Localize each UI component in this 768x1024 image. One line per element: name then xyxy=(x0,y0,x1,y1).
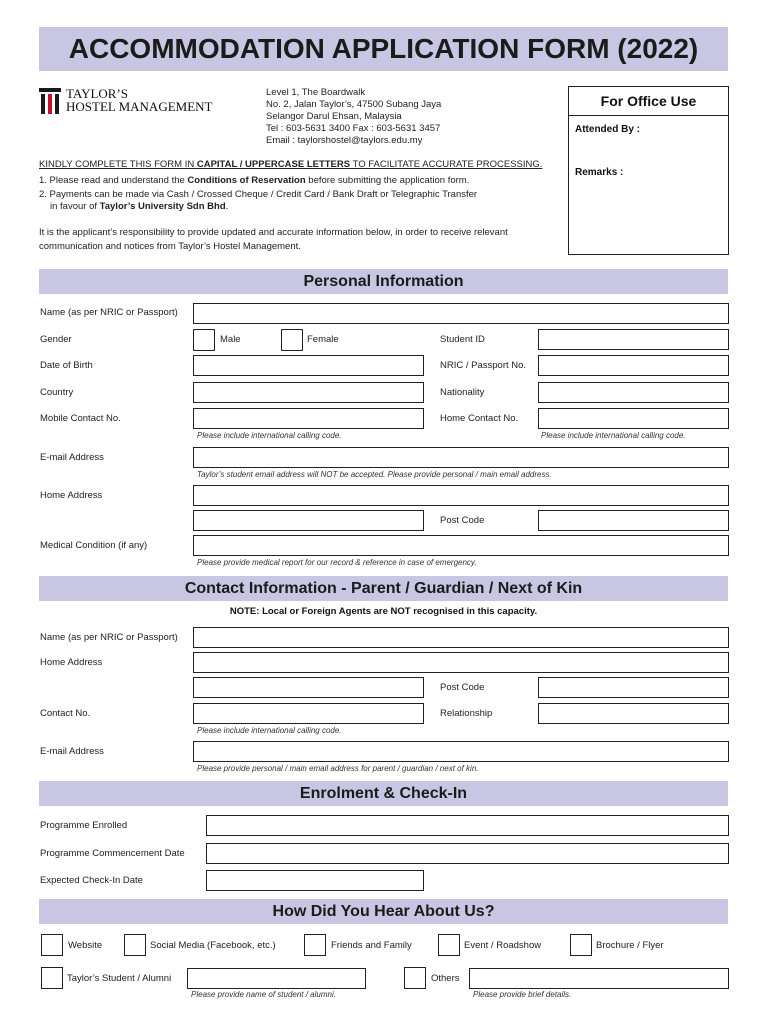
gender-label: Gender xyxy=(40,334,72,345)
post-code-input[interactable] xyxy=(538,510,729,531)
friends-family-label: Friends and Family xyxy=(331,940,412,951)
i1-a: 1. Please read and understand the xyxy=(39,175,188,186)
dob-label: Date of Birth xyxy=(40,360,93,371)
programme-input[interactable] xyxy=(206,815,729,836)
taylors-logo-icon xyxy=(39,88,61,114)
country-input[interactable] xyxy=(193,382,424,403)
programme-label: Programme Enrolled xyxy=(40,820,128,831)
home-address-label: Home Address xyxy=(40,490,103,501)
personal-title: Personal Information xyxy=(303,273,464,290)
remarks-label: Remarks : xyxy=(575,167,624,178)
address-line1: Level 1, The Boardwalk xyxy=(266,87,366,98)
home-address-input-1[interactable] xyxy=(193,485,729,506)
contact-email-note: Please provide personal / main email address for parent / guardian / next of kin. xyxy=(197,764,479,773)
i2b-a: in favour of xyxy=(50,201,100,212)
contact-email-input[interactable] xyxy=(193,741,729,762)
student-id-input[interactable] xyxy=(538,329,729,350)
contact-home-address-input-2[interactable] xyxy=(193,677,424,698)
male-label: Male xyxy=(220,334,241,345)
event-roadshow-label: Event / Roadshow xyxy=(464,940,542,951)
commencement-label: Programme Commencement Date xyxy=(40,848,185,859)
address-line4: Tel : 603-5631 3400 Fax : 603-5631 3457 xyxy=(266,123,441,134)
mobile-label: Mobile Contact No. xyxy=(40,413,121,424)
student-alumni-note: Please provide name of student / alumni. xyxy=(191,990,336,999)
student-alumni-input[interactable] xyxy=(187,968,366,989)
kindly-b: CAPITAL / UPPERCASE LETTERS xyxy=(196,159,351,170)
personal-email-label: E-mail Address xyxy=(40,452,104,463)
kindly-c: TO FACILITATE ACCURATE PROCESSING. xyxy=(350,159,543,170)
home-contact-input[interactable] xyxy=(538,408,729,429)
personal-name-input[interactable] xyxy=(193,303,729,324)
i1-c: before submitting the application form. xyxy=(305,175,470,186)
medical-label: Medical Condition (if any) xyxy=(40,540,148,551)
address-line3: Selangor Darul Ehsan, Malaysia xyxy=(266,111,402,122)
kindly-instruction xyxy=(39,159,542,171)
social-media-checkbox[interactable] xyxy=(124,934,146,956)
event-roadshow-checkbox[interactable] xyxy=(438,934,460,956)
commencement-input[interactable] xyxy=(206,843,729,864)
contact-post-code-input[interactable] xyxy=(538,677,729,698)
personal-email-input[interactable] xyxy=(193,447,729,468)
personal-email-note: Taylor’s student email address will NOT be accepted. Please provide personal / main email address. xyxy=(197,470,552,479)
website-checkbox[interactable] xyxy=(41,934,63,956)
personal-name-label: Name (as per NRIC or Passport) xyxy=(40,307,178,318)
nric-label: NRIC / Passport No. xyxy=(440,360,527,371)
post-code-label: Post Code xyxy=(440,515,485,526)
contact-name-input[interactable] xyxy=(193,627,729,648)
mobile-input[interactable] xyxy=(193,408,424,429)
logo-line2: HOSTEL MANAGEMENT xyxy=(66,99,213,114)
hear-title: How Did You Hear About Us? xyxy=(272,903,495,920)
instruction-1 xyxy=(39,175,469,187)
contact-no-label: Contact No. xyxy=(40,708,91,719)
others-checkbox[interactable] xyxy=(404,967,426,989)
home-contact-label: Home Contact No. xyxy=(440,413,519,424)
contact-home-address-input-1[interactable] xyxy=(193,652,729,673)
others-note: Please provide brief details. xyxy=(473,990,572,999)
home-address-input-2[interactable] xyxy=(193,510,424,531)
enrolment-title: Enrolment & Check-In xyxy=(299,785,468,802)
instruction-2: 2. Payments can be made via Cash / Crossed Cheque / Credit Card / Bank Draft or Telegraphic Transfer xyxy=(39,189,478,200)
student-alumni-checkbox[interactable] xyxy=(41,967,63,989)
country-label: Country xyxy=(40,387,74,398)
others-input[interactable] xyxy=(469,968,729,989)
responsibility-line1: It is the applicant’s responsibility to provide updated and accurate information below, in order to receive relevant xyxy=(39,227,508,238)
address-line5: Email : taylorshostel@taylors.edu.my xyxy=(266,135,423,146)
contact-post-code-label: Post Code xyxy=(440,682,485,693)
medical-note: Please provide medical report for our record & reference in case of emergency. xyxy=(197,558,477,567)
nric-input[interactable] xyxy=(538,355,729,376)
female-label: Female xyxy=(307,334,339,345)
medical-input[interactable] xyxy=(193,535,729,556)
friends-family-checkbox[interactable] xyxy=(304,934,326,956)
dob-input[interactable] xyxy=(193,355,424,376)
attended-by-label: Attended By : xyxy=(575,124,640,135)
contact-title: Contact Information - Parent / Guardian / Next of Kin xyxy=(184,580,583,597)
contact-calling-note: Please include international calling code. xyxy=(197,726,342,735)
relationship-label: Relationship xyxy=(440,708,493,719)
nationality-input[interactable] xyxy=(538,382,729,403)
home-contact-note: Please include international calling code. xyxy=(541,431,686,440)
contact-name-label: Name (as per NRIC or Passport) xyxy=(40,632,178,643)
contact-home-address-label: Home Address xyxy=(40,657,103,668)
responsibility-line2: communication and notices from Taylor’s Hostel Management. xyxy=(39,241,301,252)
mobile-note: Please include international calling code. xyxy=(197,431,342,440)
website-label: Website xyxy=(68,940,103,951)
checkin-input[interactable] xyxy=(206,870,424,891)
i1-b: Conditions of Reservation xyxy=(187,175,306,186)
brochure-flyer-checkbox[interactable] xyxy=(570,934,592,956)
kindly-a: KINDLY COMPLETE THIS FORM IN xyxy=(39,159,197,170)
student-id-label: Student ID xyxy=(440,334,485,345)
i2b-b: Taylor’s University Sdn Bhd xyxy=(99,201,226,212)
agents-note: NOTE: Local or Foreign Agents are NOT recognised in this capacity. xyxy=(229,606,538,617)
form-title: ACCOMMODATION APPLICATION FORM (2022) xyxy=(68,33,699,64)
i2b-c: . xyxy=(225,201,229,212)
checkin-label: Expected Check-In Date xyxy=(40,875,143,886)
others-label: Others xyxy=(431,973,460,984)
logo-line1: TAYLOR’S xyxy=(66,86,129,101)
contact-no-input[interactable] xyxy=(193,703,424,724)
relationship-input[interactable] xyxy=(538,703,729,724)
nationality-label: Nationality xyxy=(440,387,485,398)
office-use-title: For Office Use xyxy=(600,93,697,109)
social-media-label: Social Media (Facebook, etc.) xyxy=(150,940,276,951)
instruction-2b xyxy=(50,201,228,213)
male-checkbox[interactable] xyxy=(193,329,215,351)
student-alumni-label: Taylor’s Student / Alumni xyxy=(67,973,172,984)
contact-email-label: E-mail Address xyxy=(40,746,104,757)
logo xyxy=(39,87,249,117)
brochure-flyer-label: Brochure / Flyer xyxy=(596,940,664,951)
female-checkbox[interactable] xyxy=(281,329,303,351)
address-line2: No. 2, Jalan Taylor’s, 47500 Subang Jaya xyxy=(266,99,442,110)
